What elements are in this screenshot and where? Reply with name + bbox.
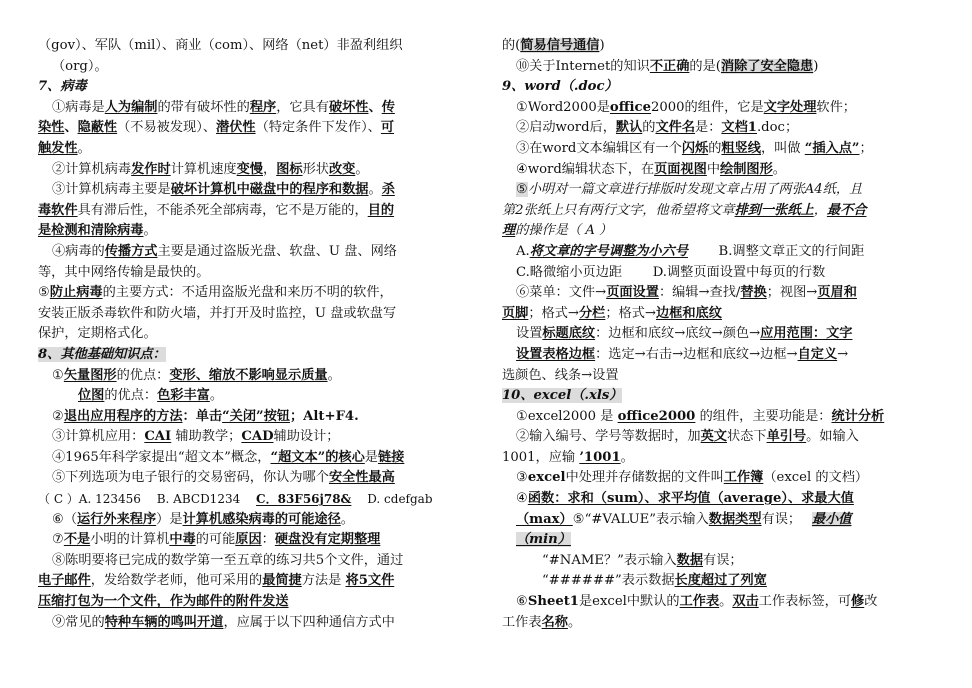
text-run: ，应属于以下四种通信方式中 <box>223 614 395 630</box>
text-line <box>38 613 474 634</box>
text-line <box>38 242 474 263</box>
text-run: ）是 <box>156 511 183 527</box>
text-line <box>502 592 938 613</box>
text-line <box>502 263 938 284</box>
text-run: 的组件，主要功能是： <box>695 408 832 424</box>
text-run: 的主要方式：不适用盗版光盘和来历不明的软件， <box>102 285 393 301</box>
text-run: ③在word文本编辑区有一个 <box>516 140 682 156</box>
text-run: 色彩丰富 <box>157 388 210 404</box>
text-run: office2000 <box>617 408 696 424</box>
text-run: ① <box>52 367 64 383</box>
text-run: ；视图→ <box>766 285 818 301</box>
text-run: 。 <box>772 161 786 177</box>
text-run: 工作簿 <box>723 470 764 486</box>
text-run: 将文章的字号调整为小六号 <box>529 243 688 259</box>
text-line <box>38 221 474 242</box>
text-run: 将5文件 <box>345 573 395 589</box>
text-run: 消除了安全隐患 <box>720 58 814 74</box>
text-run: D. cdefgab <box>351 492 433 507</box>
text-run: 2000的组件，它是 <box>650 99 764 115</box>
text-run: A. <box>516 243 530 259</box>
text-run: 。 <box>368 182 382 198</box>
text-line <box>38 448 474 469</box>
text-run: ， <box>263 161 277 177</box>
text-run: 工作表 <box>679 594 720 610</box>
text-run: 数据类型 <box>708 511 762 527</box>
text-run: ： <box>261 532 275 548</box>
text-run: ③ <box>516 470 528 486</box>
text-run: 设置 <box>516 326 543 342</box>
text-line <box>38 139 474 160</box>
text-run: （excel 的文档） <box>763 470 869 486</box>
text-run: 具有滞后性，不能杀死全部病毒，它不是万能的， <box>77 202 368 218</box>
text-run: 压缩打包为一个文件，作为邮件的附件发送 <box>38 594 289 610</box>
text-run: 的 <box>708 140 722 156</box>
text-run: （特定条件下发作）、 <box>255 120 381 136</box>
text-run: 防止病毒 <box>49 285 103 301</box>
text-run: ⑦ <box>52 532 64 548</box>
text-run: 。 <box>567 614 582 630</box>
text-run: “超文本”的核心 <box>270 449 365 465</box>
text-line <box>38 201 474 222</box>
text-line <box>38 592 474 613</box>
text-line <box>502 366 938 387</box>
text-run: ⑨常见的 <box>52 614 105 630</box>
text-run: 退出应用程序的方法 <box>63 408 183 424</box>
text-line <box>502 571 938 592</box>
text-run: 中毒 <box>169 532 196 548</box>
text-run: ) <box>599 38 605 53</box>
text-run: ①Word2000是 <box>516 99 610 115</box>
text-line <box>38 263 474 284</box>
text-run: 长度超过了列宽 <box>674 573 767 589</box>
text-run: 安全性最高 <box>328 470 395 486</box>
text-run: 变慢 <box>236 161 263 177</box>
text-run: 最小值 <box>811 511 852 527</box>
text-run: ⑤ <box>38 285 50 301</box>
text-run: 分栏 <box>579 305 606 321</box>
text-run: 程序 <box>249 99 277 115</box>
text-run: 的带有破坏性的 <box>157 99 250 115</box>
text-run: 8、其他基础知识点： <box>38 346 166 362</box>
text-line <box>502 36 938 57</box>
text-line <box>502 427 938 448</box>
text-run: 电子邮件 <box>38 573 91 589</box>
text-run: 工作表 <box>502 614 542 630</box>
text-run: 。如输入 <box>806 429 859 445</box>
text-run: ④ <box>516 491 528 507</box>
text-run: 安装正版杀毒软件和防火墙，并打开及时监控，U 盘或软盘写 <box>38 305 397 321</box>
text-run: → <box>837 346 849 362</box>
text-run: 位图 <box>78 388 105 404</box>
text-line <box>502 180 938 201</box>
text-line <box>502 448 938 469</box>
text-run: 毒软件 <box>38 202 78 218</box>
text-line <box>38 551 474 572</box>
text-run: 方法是 <box>301 573 346 589</box>
text-run: ⑩关于Internet的知识 <box>516 58 650 74</box>
text-line <box>38 386 474 407</box>
text-run: 目的 <box>367 202 395 218</box>
text-run: 设置表格边框 <box>516 346 596 362</box>
text-run: 的( <box>502 38 521 53</box>
text-run: 是 <box>364 449 378 465</box>
text-run: 原因 <box>235 532 262 548</box>
text-run: ⑤“#VALUE”表示输入 <box>572 511 709 527</box>
text-line <box>502 613 938 634</box>
text-run: ③计算机病毒主要是 <box>52 182 171 198</box>
text-run: ) <box>813 58 819 74</box>
text-run: 的优点： <box>104 388 158 404</box>
text-run: 的是( <box>689 58 721 74</box>
text-run: （org）。 <box>52 58 108 74</box>
text-run: ①病毒是 <box>52 99 105 115</box>
text-line <box>502 201 938 222</box>
text-run: 小明的计算机 <box>90 532 170 548</box>
text-run: .doc； <box>756 120 799 136</box>
section-heading-word <box>502 77 938 98</box>
text-run: ，叫做 <box>760 140 805 156</box>
text-run: 闪烁 <box>681 140 709 156</box>
text-run: CAI <box>144 429 172 445</box>
text-line <box>502 324 938 345</box>
text-run <box>795 512 812 527</box>
text-run: 特种车辆的鸣叫开道 <box>104 614 224 630</box>
text-line <box>502 551 938 572</box>
text-run: 链接 <box>377 449 405 465</box>
text-run: ②输入编号、学号等数据时，加 <box>516 429 701 445</box>
text-line <box>502 139 938 160</box>
text-run: 自定义 <box>797 346 838 362</box>
text-line <box>502 242 938 263</box>
text-run: 变形、缩放不影响显示质量 <box>169 367 328 383</box>
text-run: 双击 <box>732 594 759 610</box>
text-run: ④1965年科学家提出“超文本”概念， <box>52 449 271 465</box>
text-run: 、 <box>368 99 382 115</box>
text-run: 。 <box>620 449 634 465</box>
text-run: ⑥（ <box>52 511 78 527</box>
text-run: 9、word（.doc） <box>502 79 618 95</box>
text-run: 主要是通过盗版光盘、软盘、U 盘、网络 <box>157 243 397 259</box>
text-run: 矢量图形 <box>63 367 117 383</box>
text-run: 7、病毒 <box>38 79 87 95</box>
text-run: ：编辑→查找/ <box>658 285 741 301</box>
text-run: 有误； <box>761 511 795 527</box>
text-run: 可 <box>380 120 395 136</box>
text-run: ⑤ <box>516 182 528 198</box>
text-run: 等，其中网络传输是最快的。 <box>38 264 210 280</box>
text-run: 计算机感染病毒的可能途径 <box>182 511 341 527</box>
text-run: “插入点” <box>804 140 860 156</box>
right-column <box>502 36 938 633</box>
text-run: 辅助设计； <box>273 429 340 445</box>
text-run: ② <box>52 408 64 424</box>
text-run: ②计算机病毒 <box>52 161 132 177</box>
text-run: “######”表示数据 <box>542 573 675 589</box>
text-line <box>38 571 474 592</box>
text-line <box>502 407 938 428</box>
text-line <box>38 180 474 201</box>
text-line <box>502 468 938 489</box>
text-run: 工作表标签，可 <box>758 594 852 610</box>
text-run: 应用范围：文字 <box>760 326 853 342</box>
text-run: ：选定→右击→边框和底纹→边框→ <box>595 346 798 362</box>
text-line <box>38 283 474 304</box>
text-run: 破坏计算机中磁盘中的程序和数据 <box>170 182 369 198</box>
text-run: 触发性 <box>38 140 78 156</box>
text-run: 10、excel（.xls） <box>502 388 623 404</box>
text-run: 粗竖线 <box>721 140 761 156</box>
text-run: office <box>609 99 651 115</box>
text-run: 文档1 <box>721 120 757 136</box>
text-line <box>38 98 474 119</box>
text-run: 发作时 <box>131 161 171 177</box>
text-run: （max） <box>516 511 573 527</box>
text-line <box>502 160 938 181</box>
text-run: 简易信号通信 <box>520 38 600 53</box>
text-run: 辅助教学； <box>171 429 242 445</box>
text-run: 计算机速度 <box>170 161 237 177</box>
text-run: 。 <box>327 367 341 383</box>
text-run: （不易被发现）、 <box>117 120 217 136</box>
text-run: B.调整文章正文的行间距 <box>687 243 865 259</box>
text-run: 形状 <box>302 161 329 177</box>
text-line <box>502 530 938 551</box>
text-run: ②启动word后， <box>516 120 616 136</box>
text-run: 改 <box>864 594 878 610</box>
text-run: 改变 <box>328 161 356 177</box>
text-line <box>38 160 474 181</box>
text-run: 默认 <box>615 120 643 136</box>
text-run: 排到一张纸上 <box>734 202 814 218</box>
text-run: 是检测和清除病毒 <box>38 223 144 239</box>
text-run: Sheet1 <box>527 594 579 610</box>
text-run: ， <box>813 202 827 218</box>
text-run: 页面视图 <box>654 161 707 177</box>
text-run: 文件名 <box>655 120 696 136</box>
text-run: 页眉和 <box>817 285 857 301</box>
text-run: 状态下 <box>727 429 767 445</box>
text-run: 破坏性 <box>328 99 369 115</box>
text-run: 隐蔽性 <box>77 120 118 136</box>
text-run: ； <box>859 140 873 156</box>
text-line <box>38 366 474 387</box>
text-run: ④病毒的 <box>52 243 105 259</box>
text-run: 选颜色、线条→设置 <box>502 367 619 383</box>
text-run: 染性 <box>38 120 65 136</box>
text-run: C．83F56j78& <box>256 492 352 507</box>
text-run: ；格式→ <box>605 305 656 321</box>
text-run: “关闭”按钮 <box>222 408 290 424</box>
text-run: 替换 <box>740 285 767 301</box>
text-run: 不正确 <box>649 58 690 74</box>
text-run: 函数：求和（sum）、求平均值（average）、求最大值 <box>527 491 854 507</box>
text-run: 硬盘没有定期整理 <box>274 532 381 548</box>
text-run: 绘制图形 <box>720 161 773 177</box>
text-run: 理 <box>502 223 516 239</box>
text-run: （gov）、军队（mil）、商业（com）、网络（net）非盈利组织 <box>38 38 403 53</box>
text-run: 统计分析 <box>831 408 885 424</box>
text-run: 名称 <box>541 614 568 630</box>
text-run: 。 <box>209 388 224 404</box>
text-run: 人为编制 <box>104 99 158 115</box>
text-run: 。 <box>355 161 369 177</box>
text-run: ⑧陈明要将已完成的数学第一至五章的练习共5个文件，通过 <box>52 552 404 568</box>
text-run: 。 <box>143 223 157 239</box>
text-run: 单引号 <box>766 429 807 445</box>
text-run: 有误； <box>703 552 743 568</box>
text-run: （min） <box>516 532 571 548</box>
text-run: 中 <box>706 161 721 177</box>
text-run: 潜伏性 <box>216 120 256 136</box>
text-run: 、 <box>64 120 78 136</box>
text-run: C.略微缩小页边距 D.调整页面设置中每页的行数 <box>516 264 826 280</box>
text-run: （ C ）A. 123456 B. ABCD1234 <box>38 492 257 507</box>
text-run: 是： <box>695 120 722 136</box>
text-line <box>502 510 938 531</box>
text-run: 小明对一篇文章进行排版时发现文章占用了两张A4纸，且 <box>527 182 863 198</box>
text-line <box>38 36 474 57</box>
text-run: 。 <box>77 140 91 156</box>
text-run: 不是 <box>63 532 91 548</box>
text-line <box>502 118 938 139</box>
text-run: CAD <box>241 429 274 445</box>
text-run: ③计算机应用： <box>52 429 145 445</box>
text-run: ④word编辑状态下，在 <box>516 161 655 177</box>
text-line <box>38 407 474 428</box>
text-line <box>502 489 938 510</box>
text-line <box>38 468 474 489</box>
text-line <box>502 283 938 304</box>
text-run: 第2张纸上只有两行文字，他希望将文章 <box>502 202 735 218</box>
text-run: ：单击 <box>182 408 223 424</box>
text-line <box>38 304 474 325</box>
text-run: ，发给数学老师，他可采用的 <box>90 573 263 589</box>
text-run: excel <box>527 470 566 486</box>
text-run: 最简捷 <box>262 573 302 589</box>
text-run: “#NAME？”表示输入 <box>542 552 677 568</box>
text-run: ；Alt+F4. <box>290 408 359 424</box>
text-run: 传 <box>381 99 395 115</box>
text-run: 的可能 <box>195 532 236 548</box>
text-run: 运行外来程序 <box>77 511 157 527</box>
text-run: 软件； <box>816 99 856 115</box>
text-line <box>38 324 474 345</box>
text-line <box>38 427 474 448</box>
text-run: 英文 <box>700 429 727 445</box>
text-run: 的操作是（ A ） <box>515 223 613 239</box>
text-line <box>502 98 938 119</box>
text-run: 页面设置 <box>606 285 659 301</box>
text-run: ’1001 <box>579 449 621 465</box>
section-heading-basics <box>38 345 474 366</box>
text-run: ，它具有 <box>276 99 329 115</box>
text-line <box>38 489 474 510</box>
text-run: ⑤下列选项为电子银行的交易密码，你认为哪个 <box>52 470 329 486</box>
text-run: ；格式→ <box>528 305 579 321</box>
text-run: 的 <box>642 120 656 136</box>
text-run: 杀 <box>381 182 395 198</box>
section-heading-excel <box>502 386 938 407</box>
text-run: 最不合 <box>826 202 867 218</box>
text-run: 。 <box>719 594 733 610</box>
text-line <box>38 118 474 139</box>
text-run: 修 <box>851 594 865 610</box>
text-run: ⑥菜单：文件→ <box>516 285 607 301</box>
text-run: 的优点： <box>116 367 170 383</box>
text-run: 中处理并存储数据的文件叫 <box>565 470 724 486</box>
text-line <box>502 304 938 325</box>
text-line <box>502 345 938 366</box>
text-run: 文字处理 <box>763 99 817 115</box>
text-run: 传播方式 <box>104 243 158 259</box>
text-run: ⑥ <box>516 594 528 610</box>
text-line <box>38 510 474 531</box>
left-column <box>38 36 474 633</box>
text-run: ：边框和底纹→底纹→颜色→ <box>595 326 761 342</box>
text-run: 1001，应输 <box>502 449 580 465</box>
text-run: 数据 <box>676 552 704 568</box>
text-run: 边框和底纹 <box>656 305 722 321</box>
section-heading-virus <box>38 77 474 98</box>
text-run: 。 <box>340 511 354 527</box>
text-line <box>38 57 474 78</box>
text-line <box>502 57 938 78</box>
text-line <box>38 530 474 551</box>
text-line <box>502 221 938 242</box>
text-run: 图标 <box>276 161 303 177</box>
text-run: 页脚 <box>502 305 529 321</box>
text-run: 标题底纹 <box>542 326 596 342</box>
text-run: ①excel2000 是 <box>516 408 618 424</box>
text-run: 是excel中默认的 <box>579 594 680 610</box>
text-run: 保护，定期格式化。 <box>38 326 157 342</box>
